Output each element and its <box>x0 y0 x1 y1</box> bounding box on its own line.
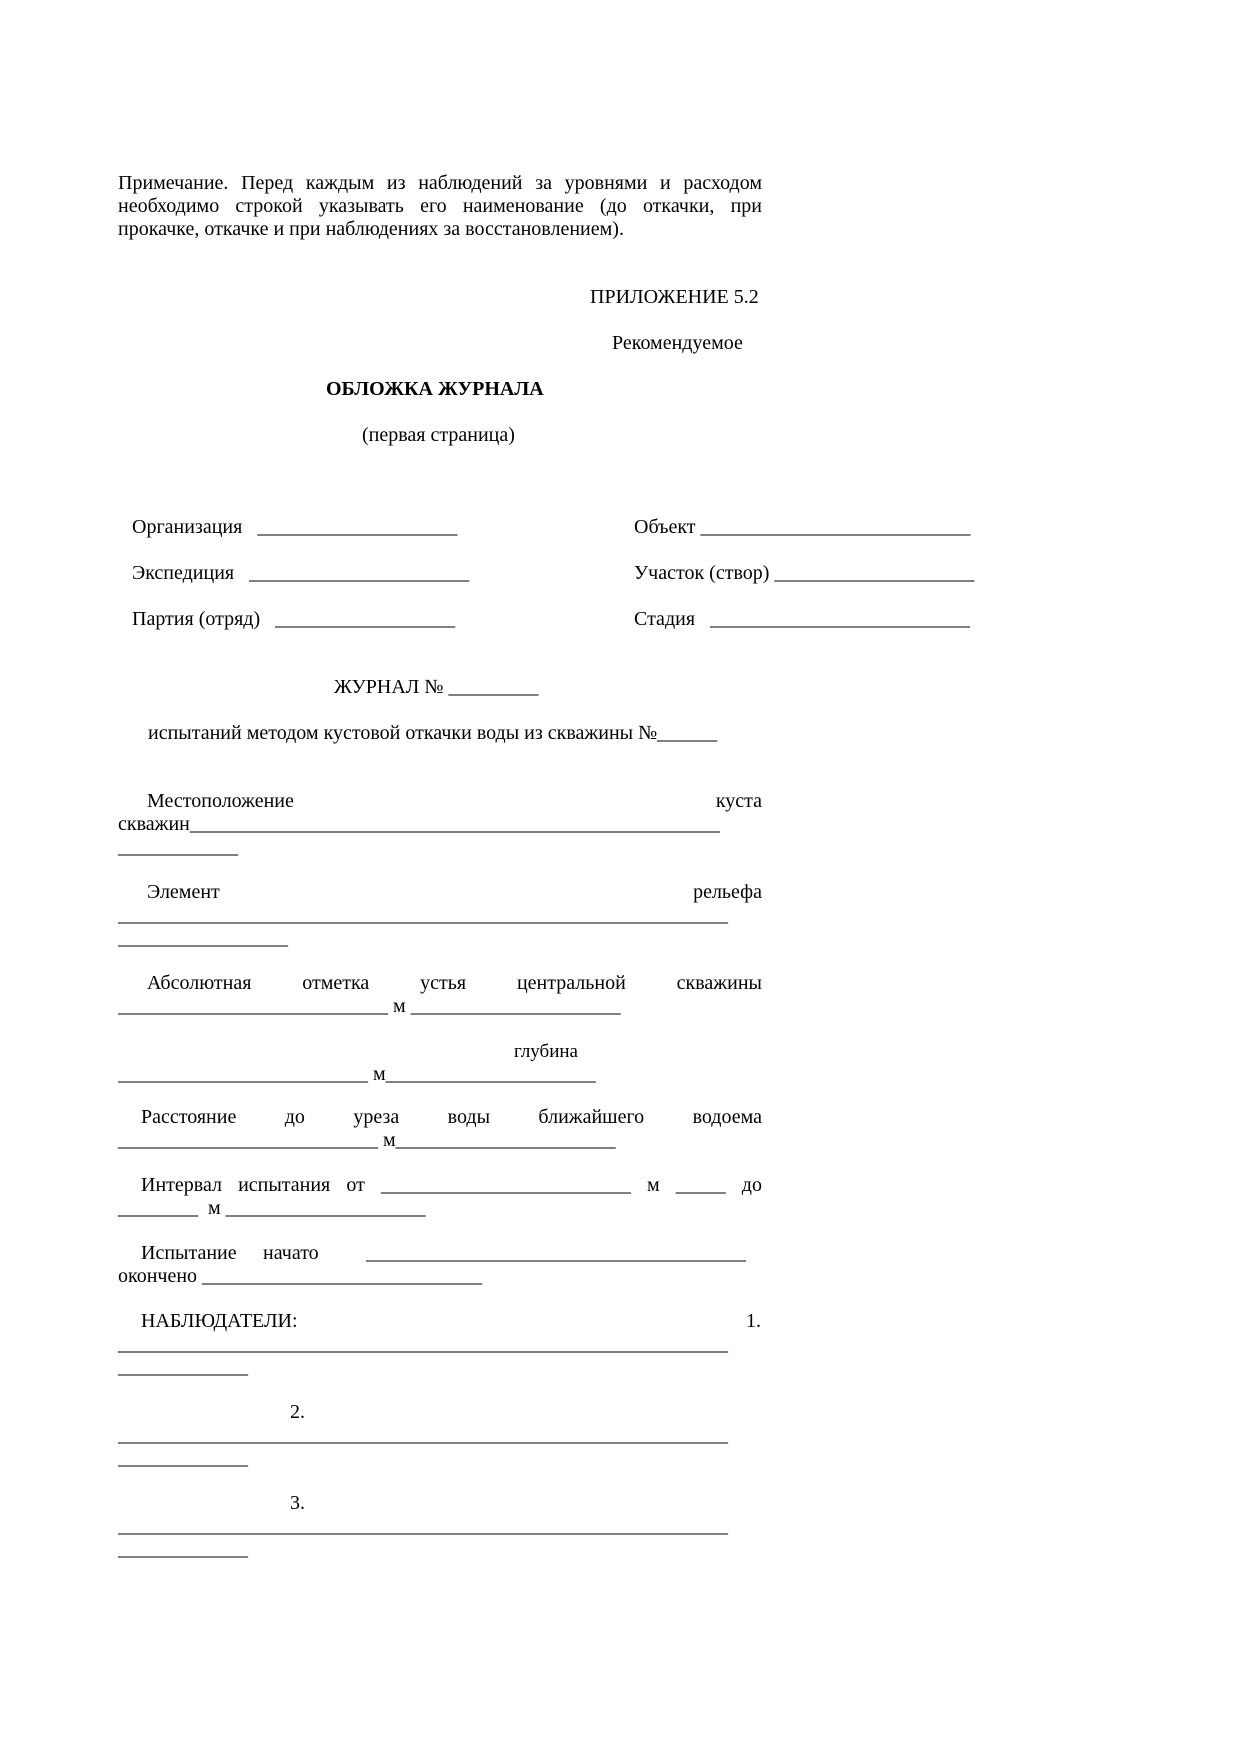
depth-label: глубина <box>514 1041 578 1062</box>
elevation-line-2: ___________________________ м _____________________ <box>118 995 621 1017</box>
observers-label: НАБЛЮДАТЕЛИ: <box>141 1310 298 1332</box>
interval-word-4: _________________________ <box>380 1174 631 1196</box>
test-started-line: ______________________________________ <box>366 1242 746 1264</box>
distance-word-5: ближайшего <box>538 1106 645 1128</box>
stage-field: Стадия __________________________ <box>634 608 971 630</box>
organization-field: Организация ____________________ <box>132 516 458 538</box>
note-line-2: необходимо строкой указывать его наименование (до откачки, при <box>118 195 762 217</box>
interval-word-5: м <box>646 1174 660 1196</box>
distance-field <box>118 1106 762 1129</box>
interval-word-3: от <box>346 1174 365 1196</box>
observer-3-number: 3. <box>290 1492 305 1514</box>
observer-2-line: _____________________________________________________________ <box>118 1424 728 1446</box>
appendix-status: Рекомендуемое <box>612 332 743 354</box>
object-field: Объект ___________________________ <box>634 516 971 538</box>
elevation-word-3: устья <box>420 972 467 994</box>
journal-number: ЖУРНАЛ № _________ <box>334 676 539 698</box>
relief-field <box>118 881 762 904</box>
distance-word-6: водоема <box>692 1106 762 1128</box>
observer-3-line-tail: _____________ <box>118 1538 248 1560</box>
party-field: Партия (отряд) __________________ <box>132 608 456 630</box>
relief-line-3: _________________ <box>118 927 288 949</box>
elevation-field <box>118 972 762 995</box>
interval-line-2: ________ м ____________________ <box>118 1197 426 1219</box>
observer-2-number: 2. <box>290 1401 305 1423</box>
elevation-word-5: скважины <box>676 972 762 994</box>
test-ended-line: окончено ____________________________ <box>118 1265 483 1287</box>
interval-word-1: Интервал <box>141 1174 222 1196</box>
appendix-number: ПРИЛОЖЕНИЕ 5.2 <box>590 286 759 308</box>
depth-line-2: _________________________ м_____________________ <box>118 1063 596 1085</box>
elevation-word-2: отметка <box>302 972 370 994</box>
interval-word-2: испытания <box>238 1174 331 1196</box>
location-line-3: ____________ <box>118 836 238 858</box>
relief-word-1: Элемент <box>147 881 220 903</box>
distance-word-3: уреза <box>353 1106 400 1128</box>
cover-subtitle: (первая страница) <box>362 424 515 446</box>
interval-word-6: _____ <box>675 1174 726 1196</box>
distance-word-2: до <box>284 1106 305 1128</box>
relief-word-2: рельефа <box>693 881 762 903</box>
test-started-word: начато <box>263 1242 319 1264</box>
observer-1-number: 1. <box>746 1310 761 1332</box>
elevation-word-4: центральной <box>516 972 626 994</box>
test-started-label: Испытание <box>141 1242 237 1264</box>
relief-line-2: _____________________________________________________________ <box>118 904 728 926</box>
observer-2-line-tail: _____________ <box>118 1447 248 1469</box>
elevation-word-1: Абсолютная <box>147 972 252 994</box>
distance-word-1: Расстояние <box>141 1106 237 1128</box>
note-paragraph <box>118 172 762 241</box>
expedition-field: Экспедиция ______________________ <box>132 562 470 584</box>
location-line-2: скважин_____________________________________________________ <box>118 813 720 835</box>
observer-3-line: _____________________________________________________________ <box>118 1515 728 1537</box>
location-field <box>118 790 762 813</box>
section-field: Участок (створ) ____________________ <box>634 562 975 584</box>
journal-description: испытаний методом кустовой откачки воды из скважины №______ <box>148 722 718 744</box>
interval-word-7: до <box>741 1174 762 1196</box>
distance-line-2: __________________________ м______________________ <box>118 1129 616 1151</box>
distance-word-4: воды <box>447 1106 490 1128</box>
location-word-1: Местоположение <box>147 790 294 812</box>
cover-title: ОБЛОЖКА ЖУРНАЛА <box>326 378 544 400</box>
note-line-1: Примечание. Перед каждым из наблюдений за уровнями и расходом <box>118 172 762 194</box>
location-word-2: куста <box>715 790 762 812</box>
observer-1-line: _____________________________________________________________ <box>118 1333 728 1355</box>
interval-field <box>118 1174 762 1197</box>
note-line-3: прокачке, откачке и при наблюдениях за восстановлением). <box>118 218 624 240</box>
observer-1-line-tail: _____________ <box>118 1356 248 1378</box>
